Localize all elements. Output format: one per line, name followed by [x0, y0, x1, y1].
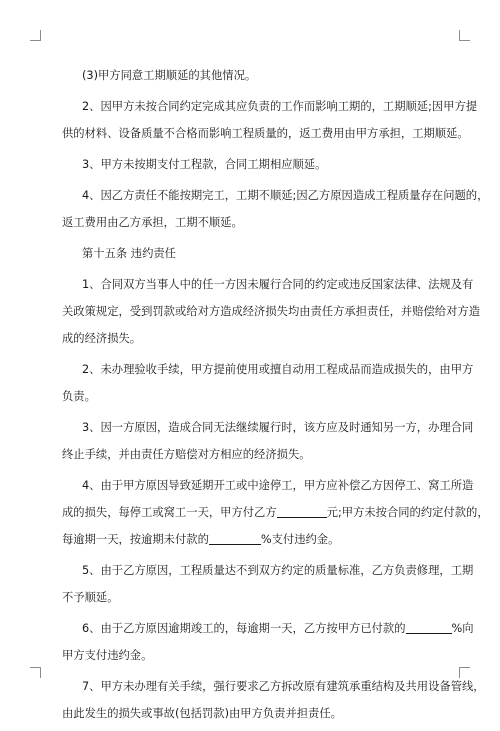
paragraph-liability-4 — [62, 472, 489, 553]
text-segment: 成的损失，每停工或窝工一天，甲方付乙方 — [62, 506, 277, 519]
text-line: 由此发生的损失或事故(包括罚款)由甲方负责并担责任。 — [62, 707, 342, 720]
crop-mark-bottom-left — [30, 667, 41, 678]
text-line: 成的经济损失。 — [62, 332, 142, 345]
text-line: (3)甲方同意工期顺延的其他情况。 — [82, 69, 257, 82]
text-line: 4、由于甲方原因导致延期开工或中途停工，甲方应补偿乙方因停工、窝工所造 — [82, 479, 474, 492]
text-line: 负责。 — [62, 390, 96, 403]
paragraph-liability-2 — [62, 356, 474, 410]
paragraph-liability-5 — [62, 557, 474, 611]
text-line: 不予顺延。 — [62, 591, 119, 604]
text-segment: %向 — [451, 622, 474, 635]
text-line: 4、因乙方责任不能按期完工，工期不顺延;因乙方原因造成工程质量存在问题的， — [82, 189, 489, 202]
crop-mark-top-left — [30, 30, 41, 41]
paragraph-delay-other — [62, 62, 446, 89]
text-line: 关政策规定，受到罚款或给对方造成经济损失均由责任方承担责任，并赔偿给对方造 — [62, 305, 480, 318]
blank-delay-penalty-rate — [406, 622, 452, 634]
text-line: 1、合同双方当事人中的任一方因未履行合同的约定或违反国家法律、法规及有 — [82, 278, 474, 291]
section-heading-article-15 — [62, 240, 446, 267]
text-line: 返工费用由乙方承担，工期不顺延。 — [62, 216, 243, 229]
text-line: 2、因甲方未按合同约定完成其应负责的工作而影响工期的，工期顺延;因甲方提 — [82, 100, 478, 113]
paragraph-clause-3 — [62, 151, 446, 178]
text-line — [62, 526, 446, 553]
blank-penalty-rate — [209, 533, 261, 545]
text-line: 终止手续，并由责任方赔偿对方相应的经济损失。 — [62, 448, 311, 461]
paragraph-clause-4 — [62, 182, 489, 236]
text-segment: 每逾期一天，按逾期未付款的 — [62, 533, 209, 546]
text-line: 3、因一方原因，造成合同无法继续履行时，该方应及时通知另一方，办理合同 — [82, 421, 474, 434]
text-line — [62, 499, 489, 526]
blank-compensation-amount — [277, 506, 327, 518]
section-title: 第十五条 违约责任 — [82, 247, 176, 260]
crop-mark-top-right — [459, 30, 470, 41]
paragraph-liability-6 — [62, 615, 474, 669]
text-segment: 元;甲方未按合同的约定付款的， — [326, 506, 489, 519]
text-line: 7、甲方未办理有关手续，强行要求乙方拆改原有建筑承重结构及共用设备管线， — [82, 680, 485, 693]
text-segment: %支付违约金。 — [260, 533, 340, 546]
text-line — [62, 615, 474, 642]
text-line: 供的材料、设备质量不合格而影响工程质量的，返工费用由甲方承担，工期顺延。 — [62, 127, 469, 140]
paragraph-liability-7 — [62, 673, 485, 727]
paragraph-liability-3 — [62, 414, 474, 468]
text-line: 甲方支付违约金。 — [62, 649, 153, 662]
document-body — [62, 62, 489, 731]
paragraph-clause-2 — [62, 93, 478, 147]
text-line: 2、未办理验收手续，甲方提前使用或擅自动用工程成品而造成损失的，由甲方 — [82, 363, 474, 376]
text-line: 5、由于乙方原因，工程质量达不到双方约定的质量标准，乙方负责修理，工期 — [82, 564, 474, 577]
text-segment: 6、由于乙方原因逾期竣工的，每逾期一天，乙方按甲方已付款的 — [82, 622, 406, 635]
paragraph-liability-1 — [62, 271, 480, 352]
text-line: 3、甲方未按期支付工程款，合同工期相应顺延。 — [82, 158, 327, 171]
